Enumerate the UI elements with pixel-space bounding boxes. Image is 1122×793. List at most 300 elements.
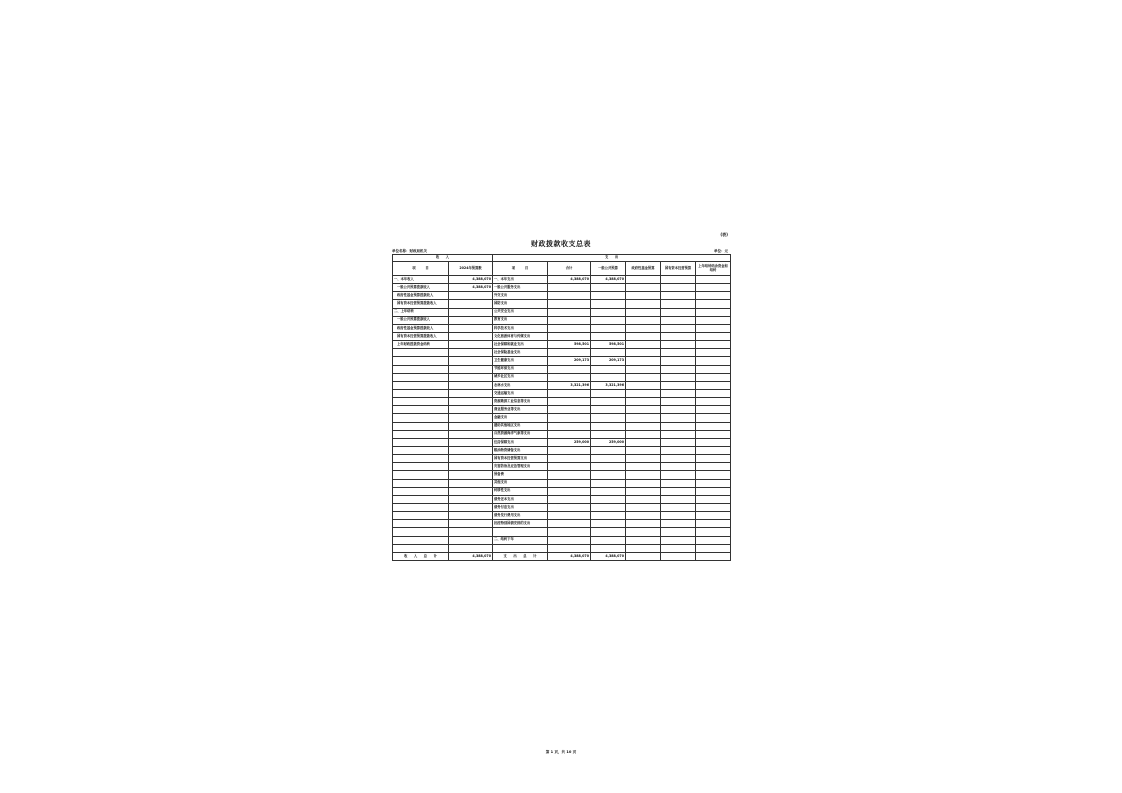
gov-fund-cell [626, 406, 661, 414]
prior-year-cell [696, 308, 731, 316]
income-item-cell [393, 487, 449, 495]
total-cell [548, 528, 591, 536]
total-cell [548, 332, 591, 340]
general-budget-cell [591, 349, 626, 357]
income-budget-cell [449, 332, 493, 340]
total-cell [548, 446, 591, 454]
prior-year-cell [696, 389, 731, 397]
prior-year-cell [696, 544, 731, 552]
gov-fund-cell [626, 536, 661, 544]
state-capital-cell [661, 365, 696, 373]
general-budget-cell [591, 308, 626, 316]
income-budget-cell [449, 471, 493, 479]
income-item-cell [393, 463, 449, 471]
income-budget-cell [449, 300, 493, 308]
table-tag: (表) [720, 232, 728, 237]
gov-fund-cell [626, 300, 661, 308]
income-budget-cell [449, 544, 493, 552]
gov-fund-cell [626, 430, 661, 438]
total-cell [548, 455, 591, 463]
state-capital-cell [661, 471, 696, 479]
general-budget-cell [591, 406, 626, 414]
expense-item-cell: 文化旅游体育与传媒支出 [493, 332, 548, 340]
currency-unit: 单位：元 [714, 249, 728, 253]
total-cell [548, 422, 591, 430]
page-footer: 第 1 页，共 10 页 [545, 750, 577, 754]
general-budget-cell [591, 292, 626, 300]
state-capital-cell [661, 324, 696, 332]
gov-fund-cell [626, 276, 661, 284]
total-cell [548, 324, 591, 332]
income-budget-cell [449, 446, 493, 454]
table-row [393, 332, 731, 340]
prior-year-cell [696, 422, 731, 430]
table-row [393, 381, 731, 389]
state-capital-cell [661, 479, 696, 487]
table-row [393, 544, 731, 552]
general-budget-cell [591, 479, 626, 487]
section-expense: 支 出 [493, 255, 731, 262]
income-budget-cell [449, 503, 493, 511]
income-budget-cell: 4,388,070 [449, 276, 493, 284]
state-capital-cell [661, 528, 696, 536]
income-item-cell [393, 430, 449, 438]
table-row [393, 365, 731, 373]
general-budget-cell [591, 300, 626, 308]
expense-item-cell: 预备费 [493, 471, 548, 479]
prior-year-cell [696, 430, 731, 438]
general-budget-cell [591, 414, 626, 422]
header-gov-fund: 政府性基金预算 [626, 262, 661, 276]
total-cell [548, 536, 591, 544]
gov-fund-cell [626, 471, 661, 479]
total-cell [548, 544, 591, 552]
gov-fund-cell [626, 341, 661, 349]
expense-item-cell: 国有资本经营预算支出 [493, 455, 548, 463]
total-cell [548, 398, 591, 406]
state-capital-cell [661, 308, 696, 316]
general-total-value: 4,388,070 [591, 552, 626, 560]
total-cell [548, 316, 591, 324]
general-budget-cell [591, 373, 626, 381]
general-budget-cell [591, 324, 626, 332]
total-cell [548, 463, 591, 471]
gov-fund-cell [626, 512, 661, 520]
table-row [393, 422, 731, 430]
general-budget-cell [591, 332, 626, 340]
prior-year-cell [696, 365, 731, 373]
general-budget-cell [591, 389, 626, 397]
prior-year-cell [696, 487, 731, 495]
total-cell [548, 503, 591, 511]
income-budget-cell [449, 520, 493, 528]
expense-item-cell: 粮油物资储备支出 [493, 446, 548, 454]
expense-item-cell: 社会保障和就业支出 [493, 341, 548, 349]
prior-year-cell [696, 455, 731, 463]
gov-fund-cell [626, 438, 661, 446]
general-budget-cell [591, 430, 626, 438]
general-budget-cell: 598,501 [591, 341, 626, 349]
gov-fund-cell [626, 292, 661, 300]
document-title: 财政拨款收支总表 [531, 240, 591, 248]
state-capital-cell [661, 357, 696, 365]
table-row [393, 341, 731, 349]
gov-fund-cell [626, 357, 661, 365]
total-cell [548, 365, 591, 373]
general-budget-cell [591, 463, 626, 471]
gov-fund-cell [626, 365, 661, 373]
income-total-label: 收 入 总 计 [393, 552, 449, 560]
general-budget-cell [591, 422, 626, 430]
total-cell [548, 349, 591, 357]
income-item-cell: 上年财政拨款资金结转 [393, 341, 449, 349]
total-cell [548, 495, 591, 503]
table-row [393, 446, 731, 454]
prior-year-cell [696, 276, 731, 284]
total-cell [548, 487, 591, 495]
income-budget-cell [449, 512, 493, 520]
table-row [393, 528, 731, 536]
general-budget-cell: 3,321,396 [591, 381, 626, 389]
expense-item-cell: 转移性支出 [493, 487, 548, 495]
state-capital-cell [661, 463, 696, 471]
expense-item-cell: 农林水支出 [493, 381, 548, 389]
state-capital-cell [661, 446, 696, 454]
total-cell [548, 406, 591, 414]
expense-item-cell: 债务付息支出 [493, 503, 548, 511]
table-row [393, 373, 731, 381]
income-budget-cell [449, 398, 493, 406]
state-capital-cell [661, 544, 696, 552]
general-budget-cell [591, 503, 626, 511]
total-cell [548, 414, 591, 422]
income-item-cell [393, 398, 449, 406]
general-budget-cell: 4,388,070 [591, 276, 626, 284]
income-budget-cell [449, 495, 493, 503]
gov-fund-cell [626, 495, 661, 503]
section-row [393, 255, 731, 262]
table-row [393, 503, 731, 511]
table-row [393, 471, 731, 479]
income-item-cell: 政府性基金预算拨款收入 [393, 324, 449, 332]
expense-item-cell: 债务发行费用支出 [493, 512, 548, 520]
income-item-cell [393, 528, 449, 536]
expense-item-cell: 自然资源海洋气象等支出 [493, 430, 548, 438]
income-budget-cell [449, 308, 493, 316]
general-budget-cell [591, 487, 626, 495]
table-row [393, 284, 731, 292]
general-budget-cell [591, 544, 626, 552]
gov-fund-cell [626, 528, 661, 536]
expense-item-cell: 灾害防治及应急管理支出 [493, 463, 548, 471]
prior-year-cell [696, 528, 731, 536]
table-row [393, 414, 731, 422]
state-capital-cell [661, 389, 696, 397]
general-budget-cell [591, 284, 626, 292]
state-capital-cell [661, 438, 696, 446]
income-item-cell: 国有资本经营预算拨款收入 [393, 332, 449, 340]
total-cell [548, 284, 591, 292]
state-capital-cell [661, 292, 696, 300]
prior-year-cell [696, 520, 731, 528]
header-expense-item: 项 目 [493, 262, 548, 276]
prior-year-total-value [696, 552, 731, 560]
income-budget-cell [449, 292, 493, 300]
gov-fund-cell [626, 373, 661, 381]
general-budget-cell [591, 455, 626, 463]
income-item-cell [393, 422, 449, 430]
prior-year-cell [696, 324, 731, 332]
gov-fund-cell [626, 446, 661, 454]
unit-label: 单位名称： [392, 249, 410, 253]
total-cell [548, 520, 591, 528]
income-item-cell [393, 357, 449, 365]
gov-fund-cell [626, 332, 661, 340]
general-budget-cell [591, 520, 626, 528]
income-budget-cell [449, 349, 493, 357]
prior-year-cell [696, 536, 731, 544]
income-item-cell: 一般公共预算拨款收入 [393, 284, 449, 292]
total-cell [548, 300, 591, 308]
gov-fund-cell [626, 414, 661, 422]
table-body [393, 255, 731, 561]
income-item-cell [393, 414, 449, 422]
gov-fund-cell [626, 544, 661, 552]
general-budget-cell [591, 495, 626, 503]
state-capital-cell [661, 503, 696, 511]
state-capital-cell [661, 373, 696, 381]
expense-item-cell: 节能环保支出 [493, 365, 548, 373]
gov-fund-cell [626, 284, 661, 292]
gov-fund-cell [626, 381, 661, 389]
expense-item-cell [493, 544, 548, 552]
income-total-value: 4,388,070 [449, 552, 493, 560]
table-row [393, 276, 731, 284]
income-budget-cell [449, 341, 493, 349]
general-budget-cell [591, 536, 626, 544]
expense-item-cell: 商业服务业等支出 [493, 406, 548, 414]
state-capital-cell [661, 536, 696, 544]
state-capital-cell [661, 487, 696, 495]
header-row [393, 262, 731, 276]
state-capital-cell [661, 276, 696, 284]
expense-item-cell: 城乡社区支出 [493, 373, 548, 381]
state-capital-cell [661, 284, 696, 292]
table-row [393, 430, 731, 438]
prior-year-cell [696, 471, 731, 479]
state-capital-cell [661, 512, 696, 520]
state-capital-cell [661, 316, 696, 324]
income-item-cell [393, 446, 449, 454]
expense-item-cell: 外交支出 [493, 292, 548, 300]
income-budget-cell [449, 463, 493, 471]
total-cell: 209,173 [548, 357, 591, 365]
income-item-cell [393, 455, 449, 463]
prior-year-cell [696, 479, 731, 487]
prior-year-cell [696, 332, 731, 340]
state-capital-cell [661, 406, 696, 414]
gov-fund-cell [626, 487, 661, 495]
general-budget-cell [591, 316, 626, 324]
expense-item-cell: 一、本年支出 [493, 276, 548, 284]
general-budget-cell [591, 471, 626, 479]
table-row [393, 495, 731, 503]
table-row [393, 455, 731, 463]
income-item-cell: 政府性基金预算拨款收入 [393, 292, 449, 300]
expense-item-cell: 一般公共服务支出 [493, 284, 548, 292]
expense-item-cell: 公共安全支出 [493, 308, 548, 316]
state-capital-cell [661, 520, 696, 528]
table-row [393, 308, 731, 316]
header-total: 合计 [548, 262, 591, 276]
expense-item-cell: 住房保障支出 [493, 438, 548, 446]
prior-year-cell [696, 316, 731, 324]
prior-year-cell [696, 292, 731, 300]
header-income-budget: 2024年预算数 [449, 262, 493, 276]
total-cell [548, 292, 591, 300]
total-cell: 4,388,070 [548, 276, 591, 284]
prior-year-cell [696, 398, 731, 406]
income-item-cell [393, 544, 449, 552]
section-income: 收 入 [393, 255, 493, 262]
prior-year-cell [696, 349, 731, 357]
total-cell [548, 512, 591, 520]
income-item-cell [393, 512, 449, 520]
state-capital-cell [661, 341, 696, 349]
income-budget-cell [449, 357, 493, 365]
income-budget-cell [449, 324, 493, 332]
total-cell [548, 373, 591, 381]
expense-total-label: 支 出 总 计 [493, 552, 548, 560]
income-item-cell [393, 389, 449, 397]
income-item-cell [393, 520, 449, 528]
expense-total-value: 4,388,070 [548, 552, 591, 560]
gov-fund-total-value [626, 552, 661, 560]
total-cell: 259,000 [548, 438, 591, 446]
prior-year-cell [696, 495, 731, 503]
expense-item-cell: 交通运输支出 [493, 389, 548, 397]
total-cell [548, 308, 591, 316]
gov-fund-cell [626, 503, 661, 511]
prior-year-cell [696, 438, 731, 446]
totals-row [393, 552, 731, 560]
expense-item-cell: 教育支出 [493, 316, 548, 324]
income-item-cell [393, 381, 449, 389]
income-budget-cell [449, 389, 493, 397]
prior-year-cell [696, 446, 731, 454]
header-prior-year: 上年结转结余资金和结转 [696, 262, 731, 276]
expense-item-cell: 国防支出 [493, 300, 548, 308]
table-row [393, 398, 731, 406]
expense-item-cell: 科学技术支出 [493, 324, 548, 332]
expense-item-cell: 金融支出 [493, 414, 548, 422]
state-capital-cell [661, 300, 696, 308]
gov-fund-cell [626, 349, 661, 357]
income-item-cell [393, 503, 449, 511]
income-budget-cell [449, 422, 493, 430]
total-cell: 3,321,396 [548, 381, 591, 389]
state-capital-cell [661, 455, 696, 463]
gov-fund-cell [626, 308, 661, 316]
table-row [393, 479, 731, 487]
income-budget-cell [449, 406, 493, 414]
table-row [393, 487, 731, 495]
total-cell [548, 479, 591, 487]
income-item-cell [393, 495, 449, 503]
table-row [393, 316, 731, 324]
state-capital-cell [661, 495, 696, 503]
table-row [393, 512, 731, 520]
income-item-cell [393, 365, 449, 373]
income-budget-cell [449, 430, 493, 438]
expense-item-cell: 其他支出 [493, 479, 548, 487]
income-budget-cell [449, 316, 493, 324]
gov-fund-cell [626, 324, 661, 332]
total-cell: 598,501 [548, 341, 591, 349]
table-row [393, 292, 731, 300]
expense-item-cell: 债务还本支出 [493, 495, 548, 503]
income-budget-cell: 4,388,070 [449, 284, 493, 292]
gov-fund-cell [626, 389, 661, 397]
prior-year-cell [696, 357, 731, 365]
general-budget-cell [591, 398, 626, 406]
table-row [393, 536, 731, 544]
state-capital-cell [661, 430, 696, 438]
prior-year-cell [696, 406, 731, 414]
table-row [393, 463, 731, 471]
general-budget-cell: 209,173 [591, 357, 626, 365]
prior-year-cell [696, 503, 731, 511]
header-general-budget: 一般公共预算 [591, 262, 626, 276]
state-capital-cell [661, 381, 696, 389]
total-cell [548, 430, 591, 438]
expense-item-cell: 援助其他地区支出 [493, 422, 548, 430]
income-budget-cell [449, 381, 493, 389]
state-capital-cell [661, 414, 696, 422]
gov-fund-cell [626, 479, 661, 487]
income-item-cell: 一般公共预算拨款收入 [393, 316, 449, 324]
income-item-cell: 国有资本经营预算拨款收入 [393, 300, 449, 308]
expense-item-cell: 资源勘探工业信息等支出 [493, 398, 548, 406]
table-row [393, 520, 731, 528]
income-budget-cell [449, 479, 493, 487]
income-item-cell: 一、本年收入 [393, 276, 449, 284]
gov-fund-cell [626, 398, 661, 406]
revenue-expense-table [392, 254, 731, 561]
table-row [393, 406, 731, 414]
income-item-cell [393, 406, 449, 414]
header-income-item: 项 目 [393, 262, 449, 276]
prior-year-cell [696, 463, 731, 471]
state-capital-total-value [661, 552, 696, 560]
gov-fund-cell [626, 455, 661, 463]
prior-year-cell [696, 341, 731, 349]
table-row [393, 357, 731, 365]
expense-item-cell: 二、结转下年 [493, 536, 548, 544]
income-item-cell [393, 438, 449, 446]
prior-year-cell [696, 284, 731, 292]
general-budget-cell [591, 528, 626, 536]
income-budget-cell [449, 414, 493, 422]
gov-fund-cell [626, 463, 661, 471]
income-budget-cell [449, 438, 493, 446]
gov-fund-cell [626, 422, 661, 430]
income-item-cell [393, 471, 449, 479]
state-capital-cell [661, 398, 696, 406]
prior-year-cell [696, 373, 731, 381]
income-item-cell [393, 536, 449, 544]
expense-item-cell [493, 528, 548, 536]
